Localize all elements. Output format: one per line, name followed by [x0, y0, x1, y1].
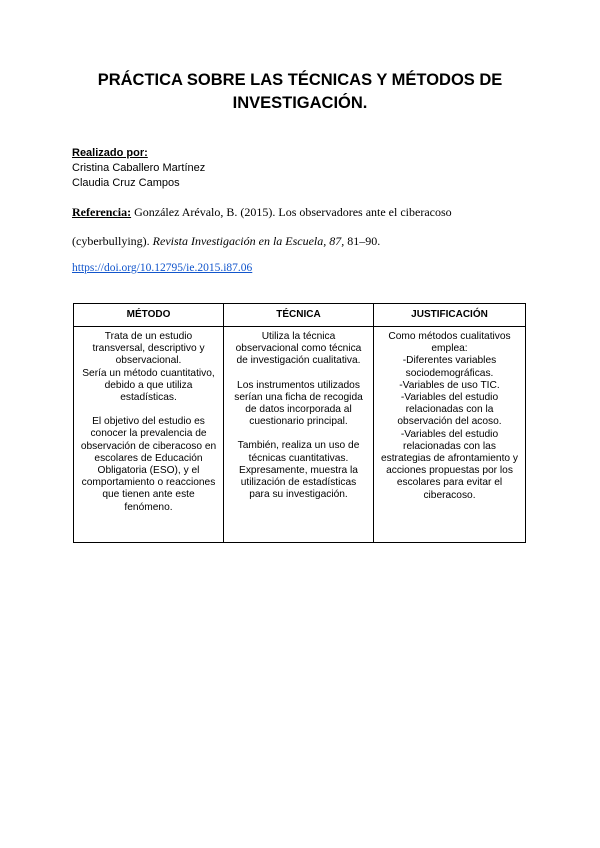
table-row	[74, 327, 526, 543]
cell-paragraph: Los instrumentos utilizados serían una ficha de recogida de datos incorporada al cuestionario principal.	[234, 379, 363, 428]
cell-paragraph: -Variables del estudio relacionadas con las estrategias de afrontamiento y acciones propuestas por los escolares para evitar el ciberacoso.	[380, 428, 519, 501]
cell-metodo	[74, 327, 224, 543]
header-tecnica: TÉCNICA	[224, 304, 374, 327]
cell-paragraph: Como métodos cualitativos emplea:	[388, 331, 511, 355]
cell-justificacion	[374, 327, 526, 543]
reference-line-2	[72, 234, 380, 249]
author-name: Cristina Caballero Martínez	[72, 162, 206, 174]
reference-text-2: (cyberbullying).	[72, 234, 153, 248]
doi-link[interactable]: https://doi.org/10.12795/ie.2015.i87.06	[72, 262, 253, 274]
reference-journal: Revista Investigación en la Escuela, 87,	[152, 234, 345, 248]
reference-line-1	[72, 205, 452, 220]
author-name: Claudia Cruz Campos	[72, 177, 180, 189]
reference-text: González Arévalo, B. (2015). Los observadores ante el ciberacoso	[134, 205, 452, 219]
reference-label: Referencia:	[72, 205, 132, 219]
cell-paragraph: -Diferentes variables sociodemográficas.	[402, 355, 497, 379]
cell-paragraph: Utiliza la técnica observacional como técnica de investigación cualitativa.	[235, 331, 362, 367]
header-metodo: MÉTODO	[74, 304, 224, 327]
cell-paragraph: -Variables del estudio relacionadas con la observación del acoso.	[397, 392, 502, 428]
cell-paragraph: Trata de un estudio transversal, descriptivo y observacional.	[92, 331, 205, 367]
cell-paragraph: -Variables de uso TIC.	[399, 379, 500, 391]
reference-pages: 81–90.	[344, 234, 381, 248]
cell-paragraph: También, realiza un uso de técnicas cuantitativas. Expresamente, muestra la utilización de estadísticas para su investigación.	[237, 440, 360, 501]
cell-paragraph: El objetivo del estudio es conocer la prevalencia de observación de ciberacoso en escolares de Educación Obligatoria (ESO), y el comportamiento o reacciones que tienen ante este fenómeno.	[80, 416, 217, 513]
header-justificacion: JUSTIFICACIÓN	[374, 304, 526, 327]
authors-label: Realizado por:	[72, 147, 148, 159]
cell-paragraph: Sería un método cuantitativo, debido a que utiliza estadísticas.	[82, 367, 215, 404]
document-title	[60, 69, 540, 115]
methods-table	[73, 303, 526, 543]
authors-block	[72, 146, 205, 191]
table-header-row	[74, 304, 526, 327]
title-line-1: PRÁCTICA SOBRE LAS TÉCNICAS Y MÉTODOS DE	[97, 71, 503, 89]
title-line-2: INVESTIGACIÓN.	[232, 94, 368, 112]
cell-tecnica	[224, 327, 374, 543]
